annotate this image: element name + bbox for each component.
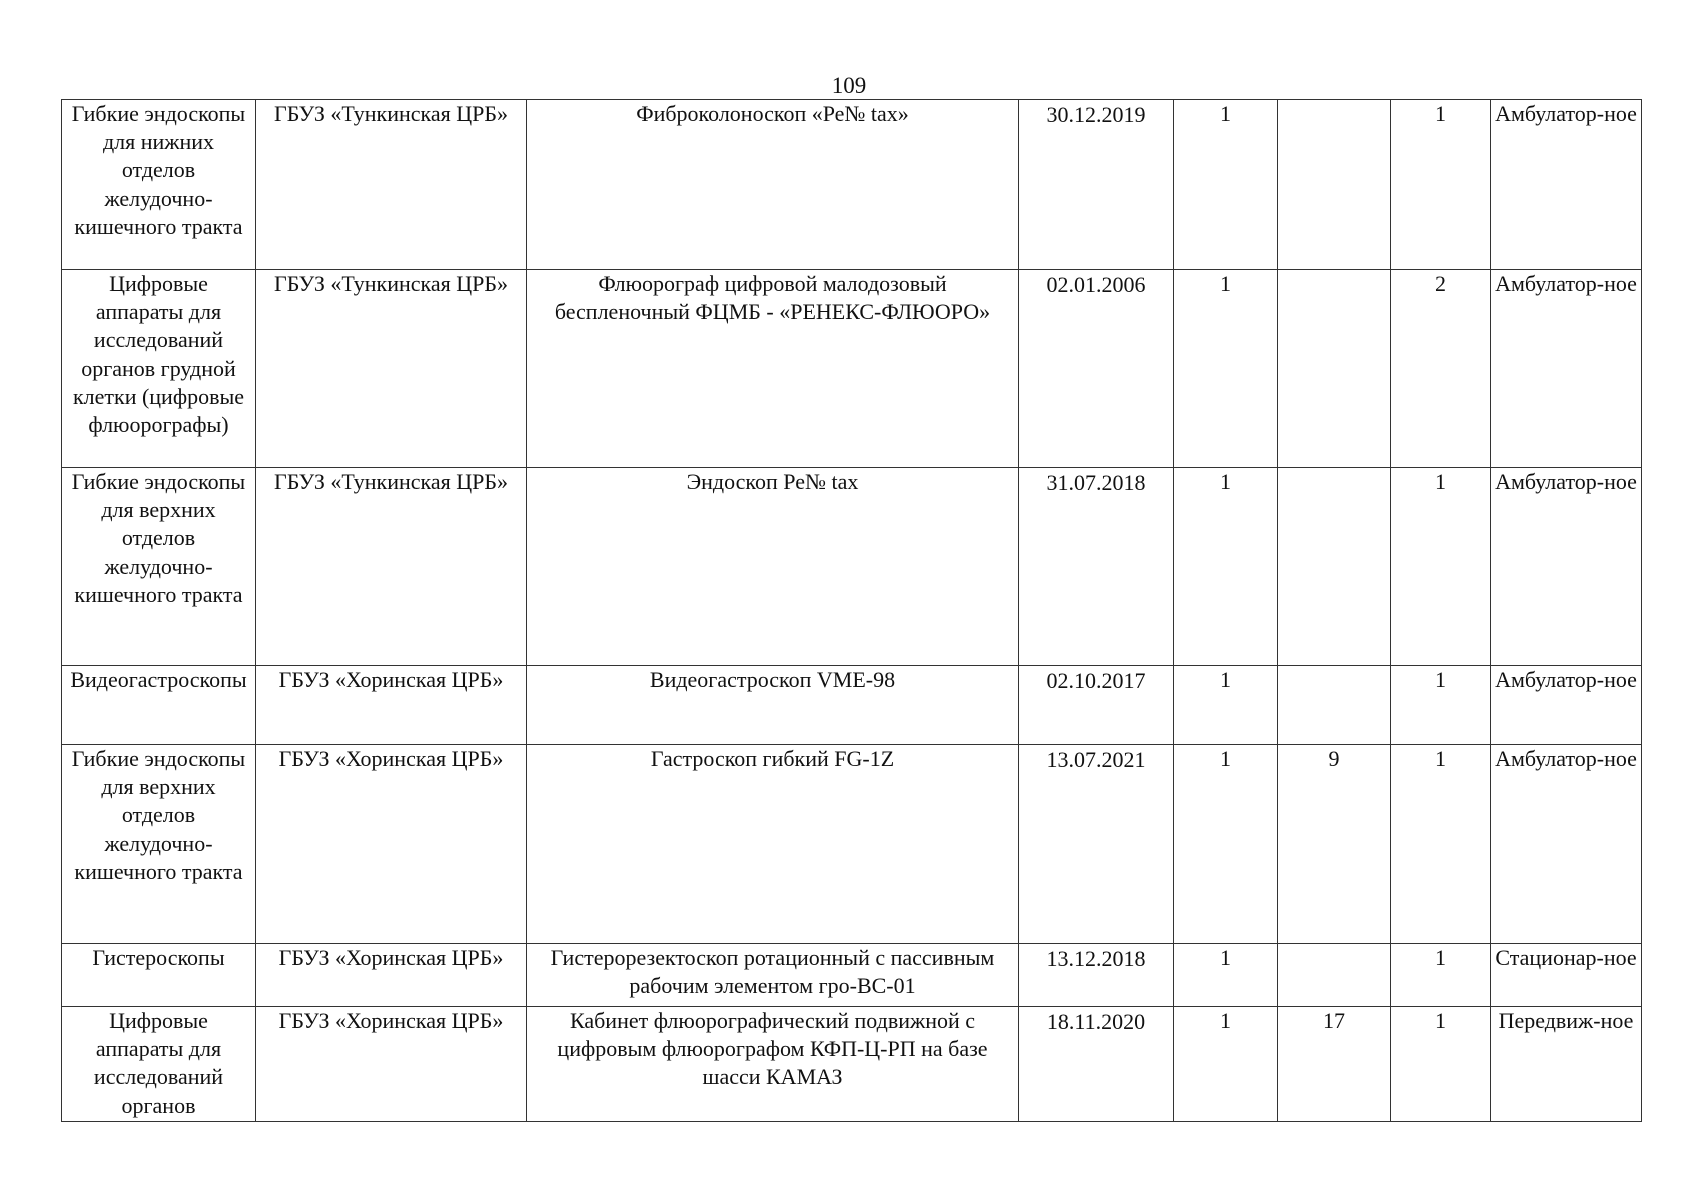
quantity-cell: 1 [1174,270,1278,468]
quantity-cell: 1 [1174,666,1278,745]
usage-cell: Амбулатор-ное [1491,468,1642,666]
table-row [62,944,1642,1007]
usage-cell: Стационар-ное [1491,944,1642,1007]
device-name-cell: Гастроскоп гибкий FG-1Z [527,745,1019,944]
organization-cell: ГБУЗ «Тункинская ЦРБ» [256,270,527,468]
count-cell: 1 [1391,745,1491,944]
organization-cell: ГБУЗ «Хоринская ЦРБ» [256,666,527,745]
wear-cell [1278,944,1391,1007]
date-cell: 13.07.2021 [1019,745,1174,944]
equipment-type-cell: Цифровые аппараты для исследований органов [62,1007,256,1122]
date-cell: 02.10.2017 [1019,666,1174,745]
device-name-cell: Кабинет флюорографический подвижной с цифровым флюорографом КФП-Ц-РП на базе шасси КАМАЗ [527,1007,1019,1122]
quantity-cell: 1 [1174,944,1278,1007]
table-row [62,745,1642,944]
device-name-cell: Гистерорезектоскоп ротационный с пассивным рабочим элементом гро-ВС-01 [527,944,1019,1007]
quantity-cell: 1 [1174,100,1278,270]
equipment-type-cell: Цифровые аппараты для исследований органов грудной клетки (цифровые флюорографы) [62,270,256,468]
device-name-cell: Фиброколоноскоп «Ре№ tax» [527,100,1019,270]
equipment-type-cell: Гибкие эндоскопы для нижних отделов желудочно-кишечного тракта [62,100,256,270]
count-cell: 1 [1391,666,1491,745]
wear-cell: 17 [1278,1007,1391,1122]
table-row [62,100,1642,270]
quantity-cell: 1 [1174,1007,1278,1122]
table-row [62,666,1642,745]
count-cell: 1 [1391,100,1491,270]
device-name-cell: Эндоскоп Ре№ tax [527,468,1019,666]
quantity-cell: 1 [1174,468,1278,666]
date-cell: 18.11.2020 [1019,1007,1174,1122]
equipment-type-cell: Гибкие эндоскопы для верхних отделов желудочно-кишечного тракта [62,468,256,666]
date-cell: 31.07.2018 [1019,468,1174,666]
equipment-table [61,99,1642,1122]
table-row [62,270,1642,468]
count-cell: 2 [1391,270,1491,468]
organization-cell: ГБУЗ «Тункинская ЦРБ» [256,100,527,270]
count-cell: 1 [1391,944,1491,1007]
organization-cell: ГБУЗ «Тункинская ЦРБ» [256,468,527,666]
quantity-cell: 1 [1174,745,1278,944]
equipment-type-cell: Гистероскопы [62,944,256,1007]
usage-cell: Передвиж-ное [1491,1007,1642,1122]
usage-cell: Амбулатор-ное [1491,270,1642,468]
wear-cell [1278,100,1391,270]
device-name-cell: Видеогастроскоп VME-98 [527,666,1019,745]
date-cell: 13.12.2018 [1019,944,1174,1007]
count-cell: 1 [1391,468,1491,666]
table-row [62,468,1642,666]
wear-cell: 9 [1278,745,1391,944]
wear-cell [1278,468,1391,666]
date-cell: 02.01.2006 [1019,270,1174,468]
count-cell: 1 [1391,1007,1491,1122]
device-name-cell: Флюорограф цифровой малодозовый беспленочный ФЦМБ - «РЕНЕКС-ФЛЮОРО» [527,270,1019,468]
organization-cell: ГБУЗ «Хоринская ЦРБ» [256,745,527,944]
equipment-type-cell: Гибкие эндоскопы для верхних отделов желудочно-кишечного тракта [62,745,256,944]
organization-cell: ГБУЗ «Хоринская ЦРБ» [256,944,527,1007]
page-number: 109 [831,73,867,98]
usage-cell: Амбулатор-ное [1491,100,1642,270]
wear-cell [1278,666,1391,745]
date-cell: 30.12.2019 [1019,100,1174,270]
equipment-type-cell: Видеогастроскопы [62,666,256,745]
organization-cell: ГБУЗ «Хоринская ЦРБ» [256,1007,527,1122]
usage-cell: Амбулатор-ное [1491,745,1642,944]
table-row [62,1007,1642,1122]
usage-cell: Амбулатор-ное [1491,666,1642,745]
wear-cell [1278,270,1391,468]
